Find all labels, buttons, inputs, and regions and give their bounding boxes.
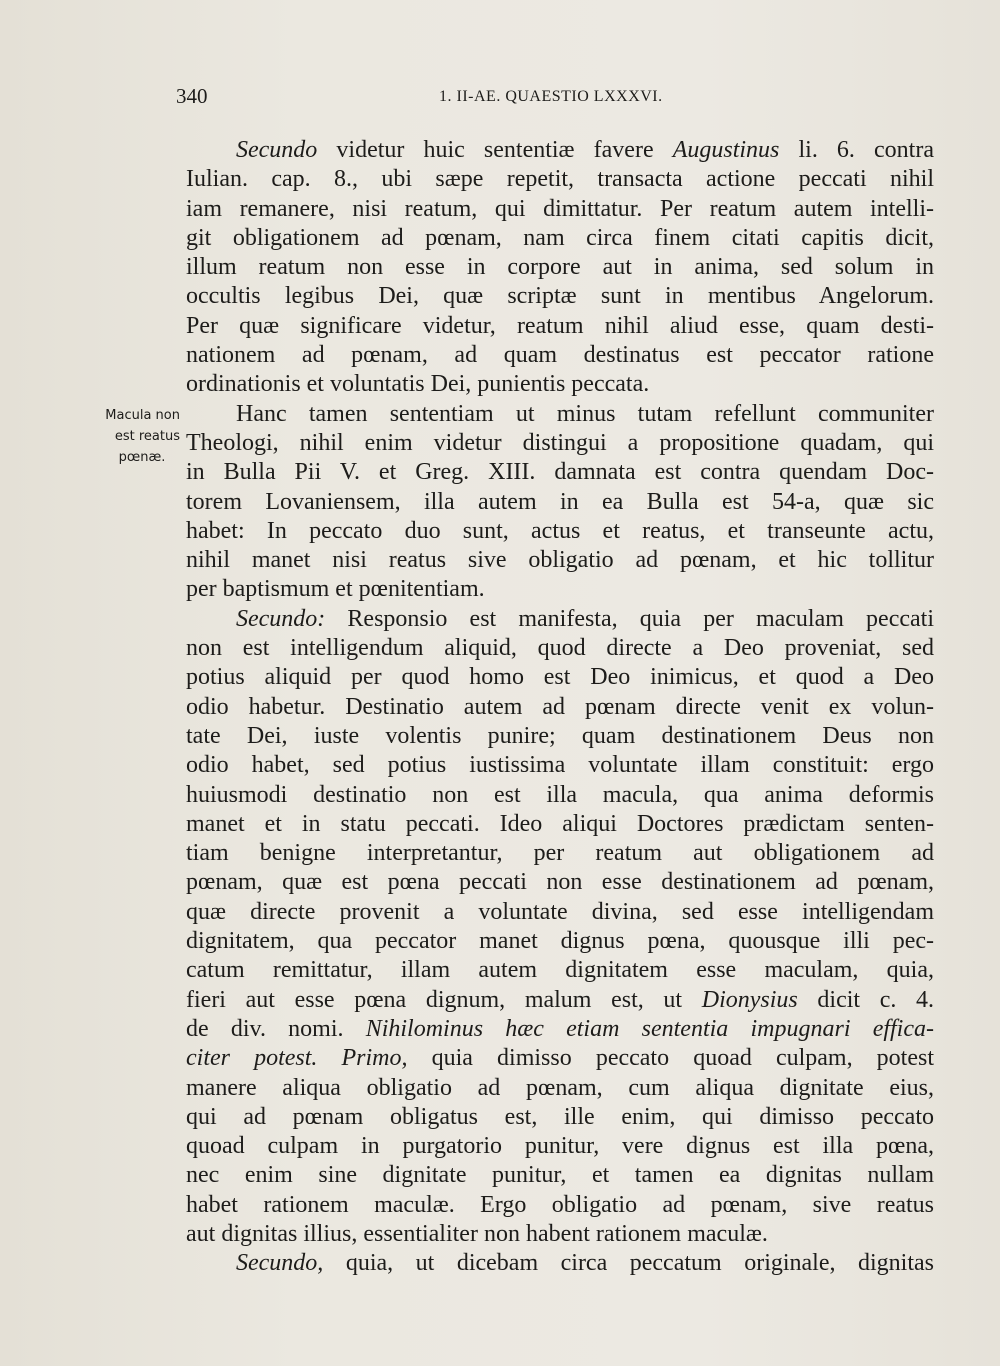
text-segment: aut dignitas illius, essentialiter non habent rationem maculæ. bbox=[186, 1220, 768, 1247]
margin-note-line: pœnæ. bbox=[118, 450, 166, 465]
text-segment: habet: In peccato duo sunt, actus et reatus, et transeunte actu, bbox=[186, 517, 934, 544]
italic-text: Augustinus bbox=[672, 137, 780, 163]
text-segment: nationem ad pœnam, ad quam destinatus est peccator ratione bbox=[186, 342, 934, 369]
text-line bbox=[186, 868, 934, 897]
text-line bbox=[186, 429, 934, 458]
text-segment: quia, ut dicebam circa peccatum originale, dignitas bbox=[323, 1250, 934, 1277]
text-line bbox=[186, 575, 934, 604]
text-line bbox=[186, 634, 934, 663]
text-segment: occultis legibus Dei, quæ scriptæ sunt in mentibus Angelorum. bbox=[186, 283, 934, 310]
text-segment: non est intelligendum aliquid, quod directe a Deo proveniat, sed bbox=[186, 635, 934, 662]
margin-note-line: Macula non bbox=[105, 408, 180, 423]
text-segment: git obligationem ad pœnam, nam circa finem citati capitis dicit, bbox=[186, 224, 934, 251]
italic-text: Secundo, bbox=[236, 1250, 324, 1277]
text-line bbox=[186, 282, 934, 311]
text-line bbox=[186, 1161, 934, 1190]
text-segment: iam remanere, nisi reatum, qui dimittatur. Per reatum autem intelli- bbox=[186, 195, 934, 222]
text-line bbox=[186, 341, 934, 370]
italic-text: Nihilominus hæc etiam sententia impugnari effica- bbox=[365, 1015, 934, 1042]
text-line bbox=[186, 1132, 934, 1161]
margin-note bbox=[68, 405, 180, 468]
page-header bbox=[176, 84, 936, 116]
text-segment: dignitatem, qua peccator manet dignus pœna, quousque illi pec- bbox=[186, 928, 934, 955]
text-segment: torem Lovaniensem, illa autem in ea Bulla est 54-a, quæ sic bbox=[186, 488, 934, 515]
text-segment: per baptismum et pœnitentiam. bbox=[186, 576, 485, 603]
text-segment: fieri aut esse pœna dignum, malum est, ut bbox=[186, 986, 702, 1013]
text-line bbox=[186, 693, 934, 722]
text-segment: nihil manet nisi reatus sive obligatio ad pœnam, et hic tollitur bbox=[186, 547, 934, 574]
body-text bbox=[186, 136, 934, 1279]
text-segment: li. 6. contra bbox=[779, 137, 934, 163]
text-line bbox=[186, 488, 934, 517]
text-segment: Hanc tamen sententiam ut minus tutam refellunt communiter bbox=[236, 400, 934, 427]
text-segment: tiam benigne interpretantur, per reatum aut obligationem ad bbox=[186, 840, 934, 867]
text-line bbox=[186, 1103, 934, 1132]
text-segment: dicit c. 4. bbox=[797, 986, 934, 1013]
page-number: 340 bbox=[176, 84, 208, 108]
text-segment: Iulian. cap. 8., ubi sæpe repetit, transacta actione peccati nihil bbox=[186, 166, 934, 193]
running-title: 1. II-AE. QUAESTIO LXXXVI. bbox=[439, 88, 663, 105]
text-line bbox=[186, 1191, 934, 1220]
text-line bbox=[186, 781, 934, 810]
text-line bbox=[186, 400, 934, 429]
text-line bbox=[186, 986, 934, 1015]
text-segment: manet et in statu peccati. Ideo aliqui Doctores prædictam senten- bbox=[186, 810, 934, 837]
text-segment: odio habet, sed potius iustissima voluntate illam constituit: ergo bbox=[186, 752, 934, 779]
text-segment: huiusmodi destinatio non est illa macula, qua anima deformis bbox=[186, 781, 934, 808]
text-line bbox=[186, 810, 934, 839]
text-line bbox=[186, 605, 934, 634]
text-segment: tate Dei, iuste volentis punire; quam destinationem Deus non bbox=[186, 722, 934, 749]
text-segment: in Bulla Pii V. et Greg. XIII. damnata est contra quendam Doc- bbox=[186, 459, 934, 486]
text-segment: ordinationis et voluntatis Dei, punientis peccata. bbox=[186, 371, 650, 398]
margin-note-line: est reatus bbox=[114, 429, 180, 444]
text-segment: quæ directe provenit a voluntate divina, sed esse intelligendam bbox=[186, 898, 934, 925]
text-segment: qui ad pœnam obligatus est, ille enim, qui dimisso peccato bbox=[186, 1103, 934, 1130]
text-segment: catum remittatur, illam autem dignitatem esse maculam, quia, bbox=[186, 957, 934, 984]
italic-text: Dionysius bbox=[701, 986, 798, 1013]
text-line bbox=[186, 956, 934, 985]
text-segment: Per quæ significare videtur, reatum nihil aliud esse, quam desti- bbox=[186, 312, 934, 339]
text-line bbox=[186, 1044, 934, 1073]
text-segment: Theologi, nihil enim videtur distingui a propositione quadam, qui bbox=[186, 429, 934, 456]
text-line bbox=[186, 312, 934, 341]
text-line bbox=[186, 165, 934, 194]
text-line bbox=[186, 927, 934, 956]
text-line bbox=[186, 1220, 934, 1249]
text-line bbox=[186, 663, 934, 692]
text-line bbox=[186, 546, 934, 575]
text-segment: Responsio est manifesta, quia per maculam peccati bbox=[325, 605, 934, 632]
text-line bbox=[186, 224, 934, 253]
text-line bbox=[186, 1074, 934, 1103]
text-segment: illum reatum non esse in corpore aut in anima, sed solum in bbox=[186, 254, 934, 281]
text-line bbox=[186, 1249, 934, 1278]
text-segment: odio habetur. Destinatio autem ad pœnam directe venit ex volun- bbox=[186, 693, 934, 720]
text-line bbox=[186, 253, 934, 282]
italic-text: Secundo: bbox=[236, 605, 326, 632]
text-segment: quoad culpam in purgatorio punitur, vere dignus est illa pœna, bbox=[186, 1133, 934, 1160]
italic-text: citer potest. Primo, bbox=[186, 1045, 408, 1072]
text-line bbox=[186, 839, 934, 868]
text-segment: manere aliqua obligatio ad pœnam, cum aliqua dignitate eius, bbox=[186, 1074, 934, 1101]
text-line bbox=[186, 458, 934, 487]
text-segment: pœnam, quæ est pœna peccati non esse destinationem ad pœnam, bbox=[186, 869, 934, 896]
text-segment: quia dimisso peccato quoad culpam, potest bbox=[407, 1045, 935, 1072]
text-segment: nec enim sine dignitate punitur, et tamen ea dignitas nullam bbox=[186, 1162, 934, 1189]
text-segment: potius aliquid per quod homo est Deo inimicus, et quod a Deo bbox=[186, 664, 934, 691]
text-line bbox=[186, 370, 934, 399]
text-segment: de div. nomi. bbox=[186, 1015, 366, 1042]
text-line bbox=[186, 722, 934, 751]
text-segment: habet rationem maculæ. Ergo obligatio ad pœnam, sive reatus bbox=[186, 1191, 934, 1218]
text-line bbox=[186, 751, 934, 780]
italic-text: Secundo bbox=[236, 137, 318, 163]
text-line bbox=[186, 517, 934, 546]
text-line bbox=[186, 195, 934, 224]
text-line bbox=[186, 136, 934, 165]
text-segment: videtur huic sententiæ favere bbox=[317, 137, 673, 163]
text-line bbox=[186, 898, 934, 927]
text-line bbox=[186, 1015, 934, 1044]
